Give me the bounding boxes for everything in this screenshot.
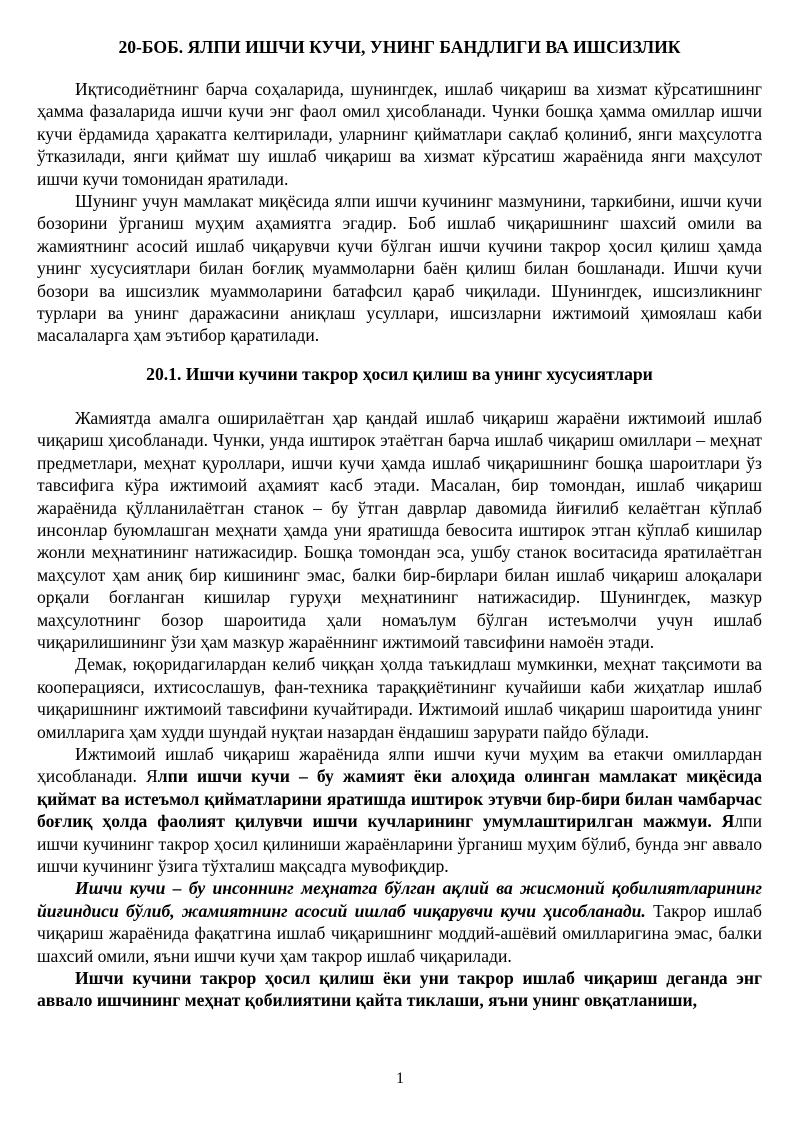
paragraph-7 — [37, 967, 762, 1012]
paragraph-5 — [37, 743, 762, 877]
paragraph-4: Демак, юқоридагилардан келиб чиққан ҳолда таъкидлаш мумкинки, меҳнат тақсимоти ва кооперацияси, ихтисослашув, фан-техника тараққиётининг кучайиши каби жиҳатлар ишлаб чиқаришнинг ижтимоий тавсифини кучайтиради. Ижтимоий ишлаб чиқариш шароитида унинг омилларига ҳам худди шундай нуқтаи назардан ёндашиш зарурати пайдо бўлади. — [37, 654, 762, 742]
paragraph-5-definition: лпи ишчи кучи – бу жамият ёки алоҳида олинган мамлакат миқёсида қиймат ва истеъмол қийматларини яратишда иштирок этувчи бир-бири билан чамбарчас боғлиқ ҳолда фаолият қилувчи ишчи кучларининг умумлаштирилган мажмуи. Я — [37, 766, 763, 832]
paragraph-7-bold: Ишчи кучини такрор ҳосил қилиш ёки уни такрор ишлаб чиқариш деганда энг аввало ишчининг меҳнат қобилиятини қайта тиклаши, яъни унинг овқатланиши, — [37, 968, 762, 1011]
paragraph-5-tail: лпи ишчи кучининг такрор ҳосил қилиниши жараёнларини ўрганиш муҳим бўлиб, бунда энг аввало ишчи кучининг ўзига тўхталиш мақсадга мувофиқдир. — [37, 811, 762, 876]
paragraph-2: Шунинг учун мамлакат миқёсида ялпи ишчи кучининг мазмунини, таркибини, ишчи кучи бозорини ўрганиш муҳим аҳамиятга эгадир. Боб ишлаб чиқаришнинг шахсий омили ва жамиятнинг асосий ишлаб чиқарувчи кучи бўлган ишчи кучини такрор ҳосил қилиш ҳамда унинг хусусиятлари билан боғлиқ муаммоларни баён қилиш билан бошланади. Ишчи кучи бозори ва ишсизлик муаммоларини батафсил қараб чиқилади. Шунингдек, ишсизликнинг турлари ва унинг даражасини аниқлаш усуллари, ишсизларни ижтимоий ҳимоялаш каби масалаларга ҳам эътибор қаратилади. — [37, 191, 762, 346]
page-number: 1 — [396, 1070, 404, 1087]
paragraph-6-tail: Такрор ишлаб чиқариш жараёнида фақатгина ишлаб чиқаришнинг моддий-ашёвий омилларигина эмас, балки шахсий омили, яъни ишчи кучи ҳам такрор ишлаб чиқарилади. — [37, 900, 763, 966]
paragraph-3: Жамиятда амалга оширилаётган ҳар қандай ишлаб чиқариш жараёни ижтимоий ишлаб чиқариш ҳисобланади. Чунки, унда иштирок этаётган барча ишлаб чиқариш омиллари – меҳнат предметлари, меҳнат қуроллари, ишчи кучи ҳамда ишлаб чиқаришнинг бошқа шароитлари ўз тавсифига кўра ижтимоий аҳамият касб этади. Масалан, бир томондан, ишлаб чиқариш жараёнида қўлланилаётган станок – бу ўтган даврлар давомида йиғилиб келаётган кўплаб инсонлар буюмлашган меҳнати ҳамда уни яратишда бевосита иштирок этган кўплаб кишилар жонли меҳнатининг натижасидир. Бошқа томондан эса, ушбу станок воситасида яратилаётган маҳсулот ҳам аниқ бир кишининг эмас, балки бир-бирлари билан ишлаб чиқариш алоқалари орқали боғланган кишилар гуруҳи меҳнатининг натижасидир. Шунингдек, мазкур маҳсулотнинг бозор шароитида ҳали номаълум бўлган истеъмолчи учун ишлаб чиқарилишининг ўзи ҳам мазкур жараённинг ижтимоий тавсифини намоён этади. — [37, 407, 762, 652]
paragraph-5-lead: Ижтимоий ишлаб чиқариш жараёнида ялпи ишчи кучи муҳим ва етакчи омиллардан ҳисобланади. Я — [37, 743, 762, 787]
paragraph-6-definition: Ишчи кучи – бу инсоннинг меҳнатга бўлган ақлий ва жисмоний қобилиятларининг йиғиндиси бўлиб, жамиятнинг асосий ишлаб чиқарувчи кучи ҳисобланади. — [37, 878, 762, 921]
chapter-title: 20-БОБ. ЯЛПИ ИШЧИ КУЧИ, УНИНГ БАНДЛИГИ ВА ИШСИЗЛИК — [118, 37, 681, 57]
section-title: 20.1. Ишчи кучини такрор ҳосил қилиш ва унинг хусусиятлари — [146, 363, 653, 384]
paragraph-1: Иқтисодиётнинг барча соҳаларида, шунингдек, ишлаб чиқариш ва хизмат кўрсатишнинг ҳамма фазаларида ишчи кучи энг фаол омил ҳисобланади. Чунки бошқа ҳамма омиллар ишчи кучи ёрдамида ҳаракатга келтирилади, уларнинг қийматлари сақлаб қолиниб, янги маҳсулотга ўтказилади, янги қиймат шу ишлаб чиқариш ва хизмат кўрсатиш жараёнида янги маҳсулот ишчи кучи томонидан яратилади. — [37, 79, 762, 189]
paragraph-6 — [37, 877, 762, 967]
